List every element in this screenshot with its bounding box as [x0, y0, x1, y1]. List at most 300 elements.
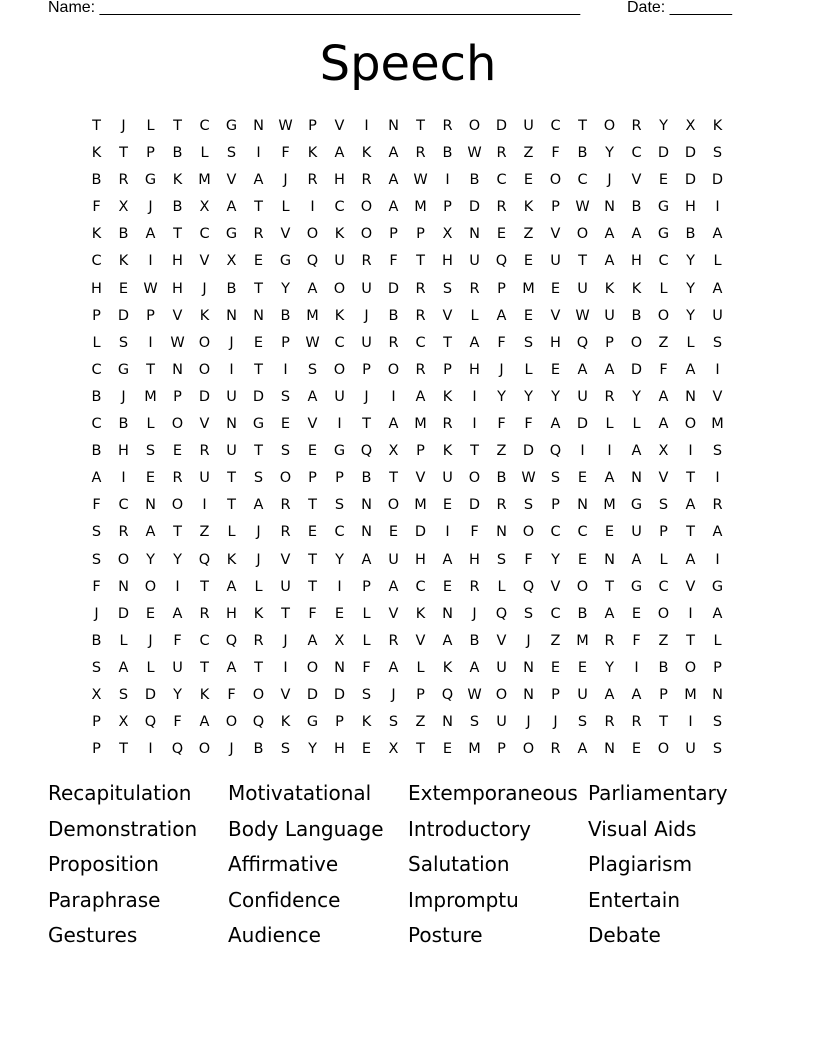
- grid-letter: J: [364, 388, 369, 405]
- grid-letter: L: [362, 632, 371, 649]
- grid-letter: P: [713, 659, 722, 676]
- grid-letter: F: [497, 416, 506, 433]
- grid-letter: A: [253, 497, 264, 514]
- grid-letter: S: [577, 714, 588, 731]
- grid-letter: O: [225, 714, 238, 731]
- grid-letter: P: [659, 524, 668, 541]
- grid-letter: A: [145, 524, 156, 541]
- grid-letter: V: [226, 172, 237, 189]
- grid-letter: T: [686, 632, 695, 649]
- grid-letter: I: [688, 605, 693, 622]
- grid-letter: N: [604, 199, 615, 216]
- grid-letter: C: [550, 605, 561, 622]
- grid-letter: Y: [524, 388, 533, 405]
- grid-letter: K: [334, 307, 345, 324]
- grid-letter: Z: [199, 524, 210, 541]
- grid-letter: T: [416, 253, 425, 270]
- grid-letter: V: [496, 632, 507, 649]
- grid-letter: Y: [146, 551, 155, 568]
- grid-letter: V: [280, 686, 291, 703]
- grid-letter: Y: [605, 659, 614, 676]
- grid-letter: E: [658, 172, 669, 189]
- grid-letter: A: [577, 361, 588, 378]
- grid-letter: P: [497, 280, 506, 297]
- grid-letter: V: [658, 470, 669, 487]
- grid-letter: S: [334, 497, 345, 514]
- grid-letter: A: [226, 659, 237, 676]
- grid-letter: V: [307, 416, 318, 433]
- grid-letter: A: [388, 199, 399, 216]
- grid-letter: A: [253, 172, 264, 189]
- grid-letter: Q: [549, 443, 562, 460]
- grid-letter: U: [577, 280, 588, 297]
- grid-letter: R: [469, 578, 480, 595]
- grid-letter: L: [92, 334, 101, 351]
- grid-letter: O: [630, 334, 643, 351]
- grid-letter: A: [712, 524, 723, 541]
- grid-letter: D: [495, 118, 508, 134]
- grid-letter: Q: [171, 741, 184, 758]
- grid-letter: O: [603, 118, 616, 134]
- grid-letter: L: [713, 632, 722, 649]
- grid-letter: Y: [173, 686, 182, 703]
- grid-letter: N: [685, 388, 696, 405]
- grid-letter: T: [173, 226, 182, 243]
- grid-letter: O: [684, 659, 697, 676]
- grid-letter: W: [278, 118, 293, 134]
- grid-letter: A: [631, 226, 642, 243]
- grid-letter: E: [442, 578, 453, 595]
- grid-letter: V: [631, 172, 642, 189]
- grid-letter: Q: [225, 632, 238, 649]
- word-list-item: Motivatational: [228, 781, 372, 805]
- grid-letter: E: [523, 307, 534, 324]
- grid-letter: I: [337, 416, 342, 433]
- grid-letter: R: [199, 605, 210, 622]
- grid-letter: H: [469, 361, 480, 378]
- grid-letter: I: [121, 470, 126, 487]
- grid-letter: N: [118, 578, 129, 595]
- grid-letter: H: [334, 741, 345, 758]
- grid-letter: Z: [496, 443, 507, 460]
- grid-letter: A: [604, 226, 615, 243]
- grid-letter: F: [524, 416, 533, 433]
- grid-letter: V: [550, 226, 561, 243]
- grid-letter: E: [577, 659, 588, 676]
- grid-letter: O: [333, 361, 346, 378]
- grid-letter: K: [91, 226, 102, 243]
- grid-letter: C: [91, 361, 102, 378]
- grid-letter: O: [360, 226, 373, 243]
- grid-letter: G: [657, 199, 670, 216]
- grid-letter: S: [118, 334, 129, 351]
- grid-letter: V: [685, 578, 696, 595]
- grid-letter: V: [172, 307, 183, 324]
- grid-letter: J: [526, 632, 531, 649]
- grid-letter: M: [414, 497, 427, 514]
- grid-letter: C: [415, 334, 426, 351]
- grid-letter: J: [94, 605, 99, 622]
- grid-letter: M: [414, 416, 427, 433]
- grid-letter: R: [361, 253, 372, 270]
- grid-letter: P: [335, 470, 344, 487]
- grid-letter: L: [362, 605, 371, 622]
- grid-letter: T: [308, 551, 317, 568]
- page-title: Speech: [319, 36, 497, 92]
- grid-letter: K: [172, 172, 183, 189]
- grid-letter: T: [659, 714, 668, 731]
- grid-letter: T: [173, 524, 182, 541]
- grid-letter: N: [496, 524, 507, 541]
- grid-letter: A: [307, 280, 318, 297]
- grid-letter: F: [470, 524, 479, 541]
- grid-letter: A: [361, 551, 372, 568]
- grid-letter: B: [118, 416, 129, 433]
- grid-letter: W: [467, 145, 482, 162]
- grid-letter: B: [496, 470, 507, 487]
- grid-letter: A: [442, 551, 453, 568]
- word-list-item: Plagiarism: [588, 852, 693, 876]
- grid-letter: M: [144, 388, 157, 405]
- grid-letter: V: [388, 605, 399, 622]
- grid-letter: S: [388, 714, 399, 731]
- grid-letter: W: [521, 470, 536, 487]
- grid-letter: R: [361, 172, 372, 189]
- grid-letter: A: [145, 226, 156, 243]
- grid-letter: Y: [281, 280, 290, 297]
- grid-letter: E: [523, 253, 534, 270]
- grid-letter: L: [146, 118, 155, 134]
- grid-letter: K: [199, 307, 210, 324]
- grid-letter: O: [468, 118, 481, 134]
- grid-letter: I: [229, 361, 234, 378]
- grid-letter: C: [199, 118, 210, 134]
- grid-letter: B: [91, 172, 102, 189]
- grid-letter: H: [172, 253, 183, 270]
- grid-letter: B: [658, 659, 669, 676]
- grid-letter: Q: [306, 253, 319, 270]
- grid-letter: S: [91, 551, 102, 568]
- date-field: Date: _______: [627, 0, 732, 16]
- grid-letter: T: [92, 118, 101, 134]
- grid-letter: C: [631, 145, 642, 162]
- grid-letter: L: [146, 659, 155, 676]
- grid-letter: T: [200, 659, 209, 676]
- grid-letter: R: [604, 632, 615, 649]
- grid-letter: T: [254, 280, 263, 297]
- grid-letter: Q: [198, 551, 211, 568]
- grid-letter: B: [631, 199, 642, 216]
- word-list-item: Confidence: [228, 887, 341, 912]
- grid-letter: A: [469, 659, 480, 676]
- grid-letter: A: [442, 632, 453, 649]
- grid-letter: B: [442, 145, 453, 162]
- grid-letter: I: [472, 388, 477, 405]
- grid-letter: I: [715, 199, 720, 216]
- grid-letter: J: [256, 551, 261, 568]
- grid-letter: A: [226, 578, 237, 595]
- grid-letter: J: [202, 280, 207, 297]
- grid-letter: Z: [550, 632, 561, 649]
- grid-letter: Y: [686, 280, 695, 297]
- grid-letter: T: [146, 361, 155, 378]
- grid-letter: J: [553, 714, 558, 731]
- grid-letter: C: [577, 172, 588, 189]
- grid-letter: Y: [605, 145, 614, 162]
- grid-letter: J: [121, 118, 126, 134]
- grid-letter: D: [684, 145, 697, 162]
- grid-letter: C: [91, 253, 102, 270]
- grid-letter: R: [118, 524, 129, 541]
- word-list-item: Introductory: [408, 816, 531, 841]
- grid-letter: P: [443, 199, 452, 216]
- grid-letter: E: [631, 605, 642, 622]
- grid-letter: T: [443, 334, 452, 351]
- grid-letter: U: [280, 578, 291, 595]
- grid-letter: I: [283, 361, 288, 378]
- grid-letter: T: [254, 659, 263, 676]
- word-list-item: Posture: [408, 923, 483, 947]
- grid-letter: S: [523, 605, 534, 622]
- grid-letter: N: [577, 497, 588, 514]
- grid-letter: E: [631, 741, 642, 758]
- grid-letter: Q: [252, 714, 265, 731]
- grid-letter: I: [472, 416, 477, 433]
- grid-letter: E: [334, 605, 345, 622]
- grid-letter: S: [712, 334, 723, 351]
- grid-letter: T: [416, 741, 425, 758]
- grid-letter: F: [227, 686, 236, 703]
- grid-letter: S: [442, 280, 453, 297]
- grid-letter: K: [361, 145, 372, 162]
- grid-letter: R: [415, 280, 426, 297]
- grid-letter: O: [171, 416, 184, 433]
- grid-letter: D: [144, 686, 157, 703]
- grid-letter: D: [468, 497, 481, 514]
- grid-letter: C: [577, 524, 588, 541]
- grid-letter: P: [551, 497, 560, 514]
- grid-letter: D: [306, 686, 319, 703]
- grid-letter: V: [415, 632, 426, 649]
- grid-letter: P: [92, 714, 101, 731]
- grid-letter: X: [91, 686, 102, 703]
- grid-letter: F: [92, 199, 101, 216]
- grid-letter: B: [577, 145, 588, 162]
- grid-letter: M: [522, 280, 535, 297]
- grid-letter: K: [442, 443, 453, 460]
- grid-letter: T: [578, 253, 587, 270]
- grid-letter: E: [577, 470, 588, 487]
- grid-letter: P: [308, 118, 317, 134]
- grid-letter: S: [496, 551, 507, 568]
- grid-letter: T: [119, 741, 128, 758]
- grid-letter: N: [226, 307, 237, 324]
- grid-letter: S: [712, 443, 723, 460]
- grid-letter: A: [226, 199, 237, 216]
- grid-letter: G: [630, 578, 643, 595]
- grid-letter: A: [712, 605, 723, 622]
- grid-letter: E: [550, 361, 561, 378]
- grid-letter: A: [631, 443, 642, 460]
- word-list-item: Affirmative: [228, 852, 339, 876]
- grid-letter: D: [657, 145, 670, 162]
- word-list: [48, 776, 768, 954]
- grid-letter: K: [604, 280, 615, 297]
- grid-letter: T: [227, 497, 236, 514]
- grid-letter: I: [148, 253, 153, 270]
- grid-letter: A: [658, 388, 669, 405]
- grid-letter: P: [362, 578, 371, 595]
- grid-letter: A: [199, 714, 210, 731]
- grid-letter: S: [550, 470, 561, 487]
- grid-letter: P: [443, 361, 452, 378]
- grid-letter: H: [685, 199, 696, 216]
- grid-letter: A: [604, 686, 615, 703]
- grid-letter: P: [92, 741, 101, 758]
- grid-letter: A: [631, 551, 642, 568]
- grid-letter: W: [467, 686, 482, 703]
- grid-letter: C: [550, 524, 561, 541]
- grid-letter: A: [172, 605, 183, 622]
- word-list-item: Demonstration: [48, 816, 198, 841]
- grid-letter: R: [496, 497, 507, 514]
- grid-letter: Q: [144, 714, 157, 731]
- grid-letter: D: [576, 416, 589, 433]
- grid-letter: F: [308, 605, 317, 622]
- grid-letter: T: [686, 524, 695, 541]
- grid-letter: I: [445, 524, 450, 541]
- grid-letter: X: [199, 199, 210, 216]
- grid-letter: A: [685, 361, 696, 378]
- grid-letter: L: [659, 551, 668, 568]
- grid-letter: G: [279, 253, 292, 270]
- grid-letter: N: [631, 470, 642, 487]
- grid-letter: R: [388, 334, 399, 351]
- grid-letter: V: [550, 307, 561, 324]
- grid-letter: U: [469, 253, 480, 270]
- grid-letter: G: [117, 361, 130, 378]
- grid-letter: S: [280, 741, 291, 758]
- grid-letter: O: [360, 199, 373, 216]
- grid-letter: U: [442, 470, 453, 487]
- name-field: Name: ______________________________________________________: [48, 0, 581, 16]
- grid-letter: O: [117, 551, 130, 568]
- grid-letter: F: [632, 632, 641, 649]
- grid-letter: P: [659, 686, 668, 703]
- grid-letter: H: [469, 551, 480, 568]
- grid-letter: O: [468, 470, 481, 487]
- grid-letter: O: [279, 470, 292, 487]
- grid-letter: S: [523, 334, 534, 351]
- word-list-item: Gestures: [48, 923, 138, 947]
- grid-letter: O: [387, 497, 400, 514]
- grid-letter: N: [604, 741, 615, 758]
- grid-letter: H: [91, 280, 102, 297]
- grid-letter: K: [253, 605, 264, 622]
- grid-letter: N: [334, 659, 345, 676]
- grid-letter: F: [173, 632, 182, 649]
- grid-letter: K: [415, 605, 426, 622]
- grid-letter: E: [361, 741, 372, 758]
- grid-letter: G: [225, 118, 238, 134]
- grid-letter: H: [334, 172, 345, 189]
- word-list-item: Impromptu: [408, 887, 519, 912]
- grid-letter: S: [91, 524, 102, 541]
- grid-letter: J: [148, 199, 153, 216]
- grid-letter: T: [200, 578, 209, 595]
- grid-letter: S: [658, 497, 669, 514]
- grid-letter: K: [712, 118, 723, 134]
- grid-letter: V: [442, 307, 453, 324]
- grid-letter: J: [391, 686, 396, 703]
- grid-letter: B: [172, 199, 183, 216]
- grid-letter: L: [713, 253, 722, 270]
- word-list-item: Salutation: [408, 852, 510, 876]
- grid-letter: E: [253, 253, 264, 270]
- grid-letter: X: [388, 741, 399, 758]
- grid-letter: S: [145, 443, 156, 460]
- grid-letter: C: [199, 226, 210, 243]
- grid-letter: I: [715, 361, 720, 378]
- grid-letter: R: [496, 145, 507, 162]
- grid-letter: A: [685, 551, 696, 568]
- grid-letter: G: [630, 497, 643, 514]
- grid-letter: I: [256, 145, 261, 162]
- grid-letter: K: [199, 686, 210, 703]
- grid-letter: R: [415, 145, 426, 162]
- grid-letter: O: [198, 334, 211, 351]
- grid-letter: N: [388, 118, 399, 134]
- word-list-item: Parliamentary: [588, 781, 728, 805]
- grid-letter: B: [172, 145, 183, 162]
- grid-letter: P: [389, 226, 398, 243]
- grid-letter: F: [551, 145, 560, 162]
- grid-letter: N: [442, 714, 453, 731]
- grid-letter: A: [712, 226, 723, 243]
- grid-letter: O: [684, 416, 697, 433]
- grid-letter: H: [118, 443, 129, 460]
- grid-letter: K: [91, 145, 102, 162]
- grid-letter: J: [283, 172, 288, 189]
- grid-letter: M: [306, 307, 319, 324]
- grid-letter: V: [415, 470, 426, 487]
- grid-letter: B: [631, 307, 642, 324]
- grid-letter: U: [550, 253, 561, 270]
- grid-letter: U: [172, 659, 183, 676]
- grid-letter: R: [280, 497, 291, 514]
- grid-letter: G: [252, 416, 265, 433]
- grid-letter: Y: [659, 118, 668, 134]
- grid-letter: L: [254, 578, 263, 595]
- grid-letter: N: [226, 416, 237, 433]
- grid-letter: O: [198, 361, 211, 378]
- grid-letter: U: [577, 686, 588, 703]
- grid-letter: O: [657, 741, 670, 758]
- grid-letter: Q: [576, 334, 589, 351]
- grid-letter: R: [604, 388, 615, 405]
- grid-letter: T: [578, 118, 587, 134]
- grid-letter: R: [253, 226, 264, 243]
- grid-letter: R: [118, 172, 129, 189]
- grid-letter: P: [605, 334, 614, 351]
- grid-letter: J: [256, 524, 261, 541]
- grid-letter: E: [442, 497, 453, 514]
- grid-letter: D: [117, 307, 130, 324]
- grid-letter: A: [604, 361, 615, 378]
- grid-letter: L: [146, 416, 155, 433]
- grid-letter: R: [631, 714, 642, 731]
- grid-letter: A: [388, 145, 399, 162]
